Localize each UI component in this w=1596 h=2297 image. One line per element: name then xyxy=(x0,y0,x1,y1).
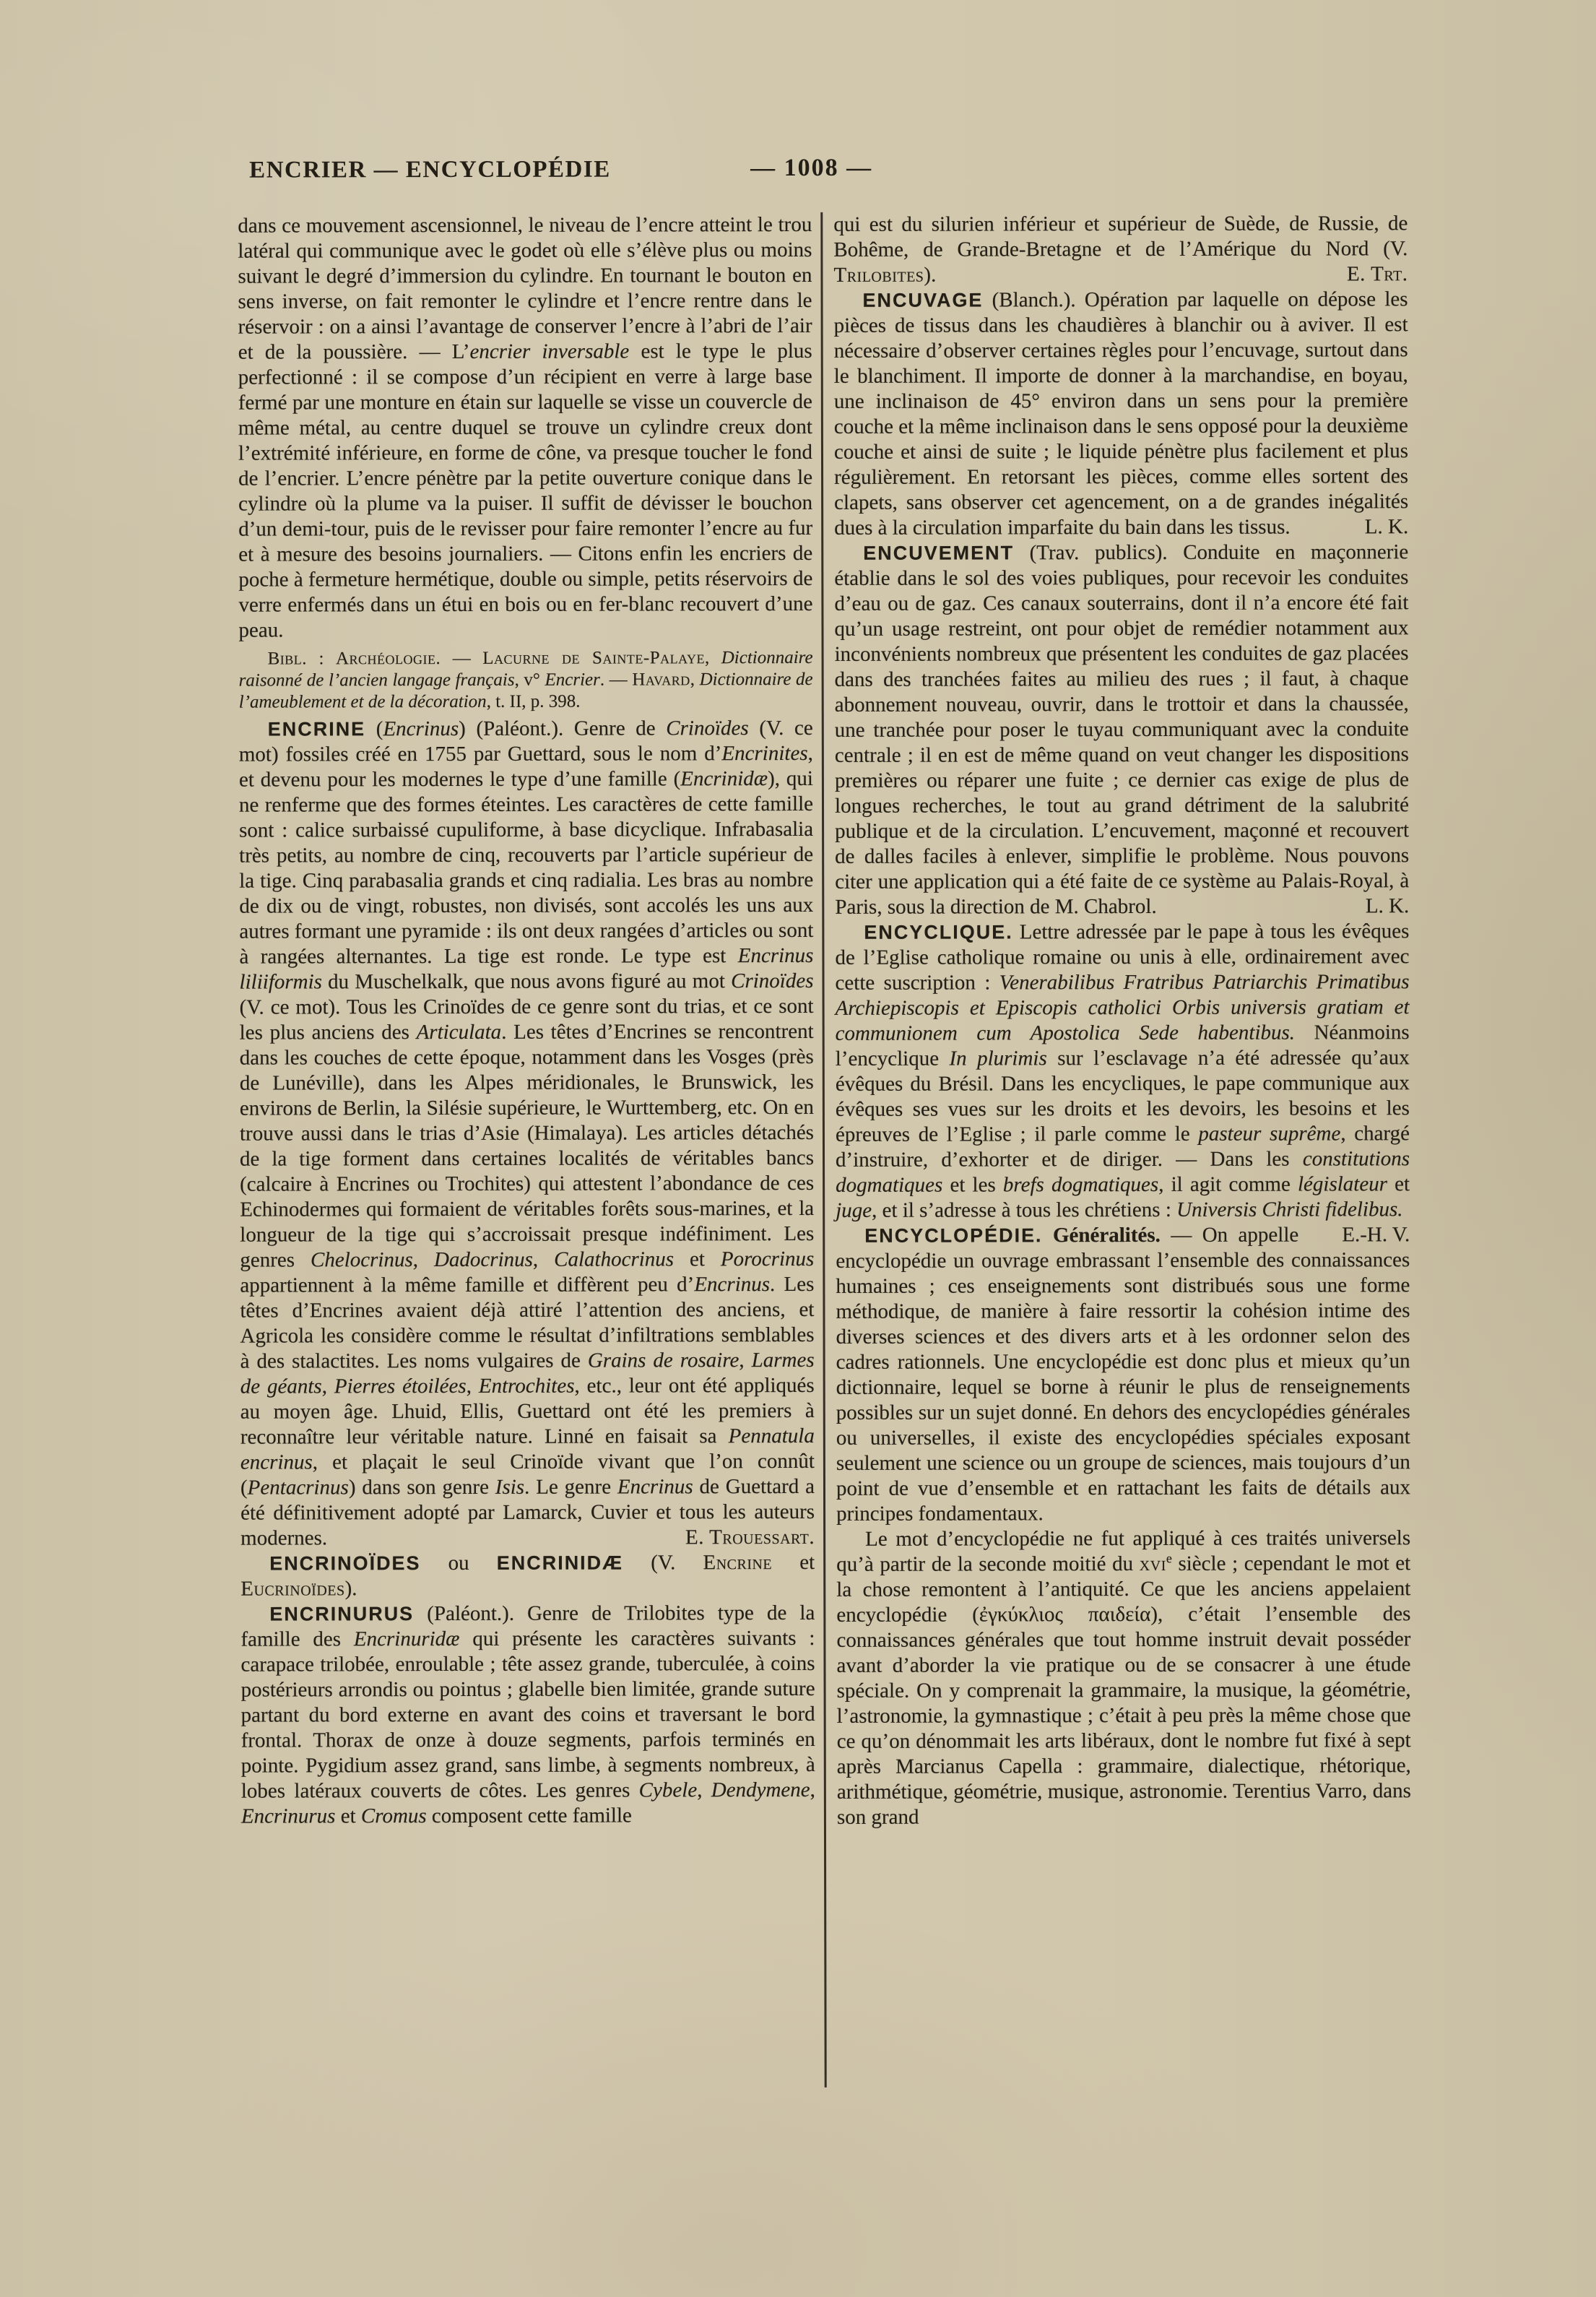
page-number: — 1008 — xyxy=(750,154,873,182)
entry-encrine: ENCRINE (Encrinus) (Paléont.). Genre de Crinoïdes (V. ce mot) fossiles créé en 1755 par Guettard, sous le nom d’Encrinites, et devenu pour les modernes le type d’une famille (Encrinidæ), qui ne renferme que des formes éteintes. Les caractères de cette famille sont : calice surbaissé cupuliforme, à base dicyclique. Infrabasalia très petits, au nombre de cinq, recouverts par l’article supérieur de la tige. Cinq parabasalia grands et cinq radialia. Les bras au nombre de dix ou de vingt, robustes, non divisés, sont accolés les uns aux autres formant une pyramide : ils ont deux rangées d’articles ou sont à rangées alternantes. La tige est ronde. Le type est Encrinus liliiformis du Muschelkalk, que nous avons figuré au mot Crinoïdes (V. ce mot). Tous les Crinoïdes de ce genre sont du trias, et ce sont les plus anciens des Articulata. Les têtes d’Encrines se rencontrent dans les couches de cette époque, notamment dans les Vosges (près de Lunéville), dans les Alpes méridionales, le Brunswick, les environs de Berlin, la Silésie supérieure, le Wurttemberg, etc. On en trouve aussi dans le trias d’Asie (Himalaya). Les articles détachés de la tige forment dans certaines localités de véritables bancs (calcaire à Encrines ou Trochites) qui attestent l’abondance de ces Echinodermes qui formaient de véritables forêts sous-marines, et la longueur de la tige qui s’accroissait presque indéfiniment. Les genres Chelocrinus, Dadocrinus, Calathocrinus et Porocrinus appartiennent à la même famille et diffèrent peu d’Encrinus. Les têtes d’Encrines avaient déjà attiré l’attention des anciens, et Agricola les considère comme le résultat d’infiltrations semblables à des stalactites. Les noms vulgaires de Grains de rosaire, Larmes de géants, Pierres étoilées, Entrochites, etc., leur ont été appliqués au moyen âge. Lhuid, Ellis, Guettard ont été les premiers à reconnaître leur véritable nature. Linné en faisait sa Pennatula encrinus, et plaçait le seul Crinoïde vivant que l’on connût (Pentacrinus) dans son genre Isis. Le genre Encrinus de Guettard a été définitivement adopté par Lamarck, Cuvier et tous les auteurs modernes. E. Trouessart. xyxy=(238,716,815,1550)
right-column xyxy=(833,211,1411,2088)
entry-encuvement: ENCUVEMENT (Trav. publics). Conduite en maçonnerie établie dans le sol des voies publiques, pour recevoir les conduites d’eau ou de gaz. Ces canaux souterrains, dont il n’a encore été fait qu’un usage restreint, ont pour objet de remédier notamment aux inconvénients nombreux que présentent les conduites de gaz placées dans des tranchées faites au milieu des rues ; il faut, à chaque abonnement nouveau, ouvrir, dans le trottoir et dans la chaussée, une tranchée pour poser le tuyau communiquant avec la conduite centrale ; il en est de même quand on veut changer les dispositions premières ou réparer une fuite ; ce dernier cas exige de plus de longues recherches, le tout au grand détriment de la salubrité publique et de la circulation. L’encuvement, maçonné et recouvert de dalles faciles à enlever, simplifie le problème. Nous pouvons citer une application qui a été faite de ce système au Palais-Royal, à Paris, sous la direction de M. Chabrol. L. K. xyxy=(834,540,1410,919)
running-title: ENCRIER — ENCYCLOPÉDIE xyxy=(249,156,611,183)
entry-encuvage: ENCUVAGE (Blanch.). Opération par laquelle on dépose les pièces de tissus dans les chaudières à blanchir ou à aviver. Il est nécessaire d’observer certaines règles pour l’encuvage, surtout dans le blanchiment. Il importe de donner à la marchandise, en boyau, une inclinaison de 45° environ dans un sens pour la première couche et la même inclinaison dans le sens opposé pour la deuxième couche et ainsi de suite ; le liquide pénètre plus facilement et plus régulièrement. En retorsant les pièces, comme elles sortent des clapets, sans observer cet agencement, on a de grandes inégalités dues à la circulation imparfaite du bain dans les tissus. L. K. xyxy=(833,287,1409,540)
entry-encrinoides: ENCRINOÏDES ou ENCRINIDÆ (V. Encrine et Eucrinoïdes). xyxy=(240,1550,815,1601)
text-columns xyxy=(238,211,1413,2088)
entry-encrier-continuation: dans ce mouvement ascensionnel, le niveau de l’encre atteint le trou latéral qui communique avec le godet où elle s’élève plus ou moins suivant le degré d’immersion du cylindre. En tournant le bouton en sens inverse, on fait remonter le cylindre et l’encre rentre dans le réservoir : on a ainsi l’avantage de conserver l’encre à l’abri de l’air et de la poussière. — L’encrier inversable est le type le plus perfectionné : il se compose d’un récipient en verre à large base fermé par une monture en étain sur laquelle se visse un couvercle de même métal, au centre duquel se trouve un cylindre creux dont l’extrémité inférieure, en forme de cône, va presque toucher le fond de l’encrier. L’encre pénètre par la petite ouverture conique dans le cylindre où la plume va la puiser. Il suffit de dévisser le bouchon d’un demi-tour, puis de le revisser pour faire remonter l’encre au fur et à mesure des besoins journaliers. — Citons enfin les encriers de poche à fermeture hermétique, double ou simple, petits réservoirs de verre enfermés dans un étui en bois ou en fer-blanc recouvert d’une peau. xyxy=(238,212,813,642)
column-divider xyxy=(820,212,826,2088)
entry-encrinurus-continuation: qui est du silurien inférieur et supérieur de Suède, de Russie, de Bohême, de Grande-Bretagne et de l’Amérique du Nord (V. Trilobites). E. Trt. xyxy=(833,212,1408,287)
entry-encyclopedie-paragraph-2: Le mot d’encyclopédie ne fut appliqué à ces traités universels qu’à partir de la seconde moitié du xvi$^e$ siècle ; cependant le mot et la chose remontent à l’antiquité. Ce que les anciens appelaient encyclopédie (ἐγκύκλιος παιδεία), c’était l’ensemble des connaissances générales que tout homme instruit devait posséder avant d’aborder la vie pratique ou de se consacrer à une étude spéciale. On y comprenait la grammaire, la musique, la géométrie, l’astronomie, la gymnastique ; c’était à peu près la même chose que ce qu’on dénommait les arts libéraux, dont le nombre fut fixé à sept après Marcianus Capella : grammaire, dialectique, rhétorique, arithmétique, géométrie, musique, astronomie. Terentius Varro, dans son grand xyxy=(836,1526,1411,1829)
entry-encyclopedie: ENCYCLOPÉDIE. Généralités. — On appelle encyclopédie un ouvrage embrassant l’ensemble des connaissances humaines ; ces enseignements sont distribués sous une forme méthodique, de manière à faire ressortir la cohésion intime des diverses sciences et des divers arts et à les ordonner selon des cadres rationnels. Une encyclopédie est donc plus et mieux qu’un dictionnaire, lequel se borne à réunir le plus de renseignements possibles sur un sujet donné. En dehors des encyclopédies générales ou universelles, il existe des encyclopédies spéciales exposant seulement une science ou un groupe de sciences, mais toujours d’un point de vue d’ensemble et en rattachant les faits de détails aux principes fondamentaux. xyxy=(836,1223,1411,1526)
bibliography-encrier: Bibl. : Archéologie. — Lacurne de Sainte-Palaye, Dictionnaire raisonné de l’ancien langage français, v° Encrier. — Havard, Dictionnaire de l’ameublement et de la décoration, t. II, p. 398. xyxy=(238,647,813,712)
left-column xyxy=(238,212,815,2089)
entry-encyclique: ENCYCLIQUE. Lettre adressée par le pape à tous les évêques de l’Eglise catholique romaine ou unis à elle, ordinairement avec cette suscription : Venerabilibus Fratribus Patriarchis Primatibus Archiepiscopis et Episcopis catholici Orbis universis gratiam et communionem cum Apostolica Sede habentibus. Néanmoins l’encyclique In plurimis sur l’esclavage n’a été adressée qu’aux évêques du Brésil. Dans les encycliques, le pape communique aux évêques ses vues sur les droits et les devoirs, les besoins et les épreuves de l’Eglise ; il parle comme le pasteur suprême, chargé d’instruire, d’exhorter et de diriger. — Dans les constitutions dogmatiques et les brefs dogmatiques, il agit comme législateur et juge, et il s’adresse à tous les chrétiens : Universis Christi fidelibus. E.-H. V. xyxy=(835,920,1410,1247)
entry-encrinurus: ENCRINURUS (Paléont.). Genre de Trilobites type de la famille des Encrinuridæ qui présente les caractères suivants : carapace trilobée, enroulable ; tête assez grande, tuberculée, à coins postérieurs arrondis ou pointus ; glabelle bien limitée, grande suture partant du bord externe en avant des coins et traversant le bord frontal. Thorax de onze à douze segments, parfois terminés en pointe. Pygidium assez grand, sans limbe, à segments nombreux, à lobes latéraux couverts de côtes. Les genres Cybele, Dendymene, Encrinurus et Cromus composent cette famille xyxy=(240,1601,815,1828)
